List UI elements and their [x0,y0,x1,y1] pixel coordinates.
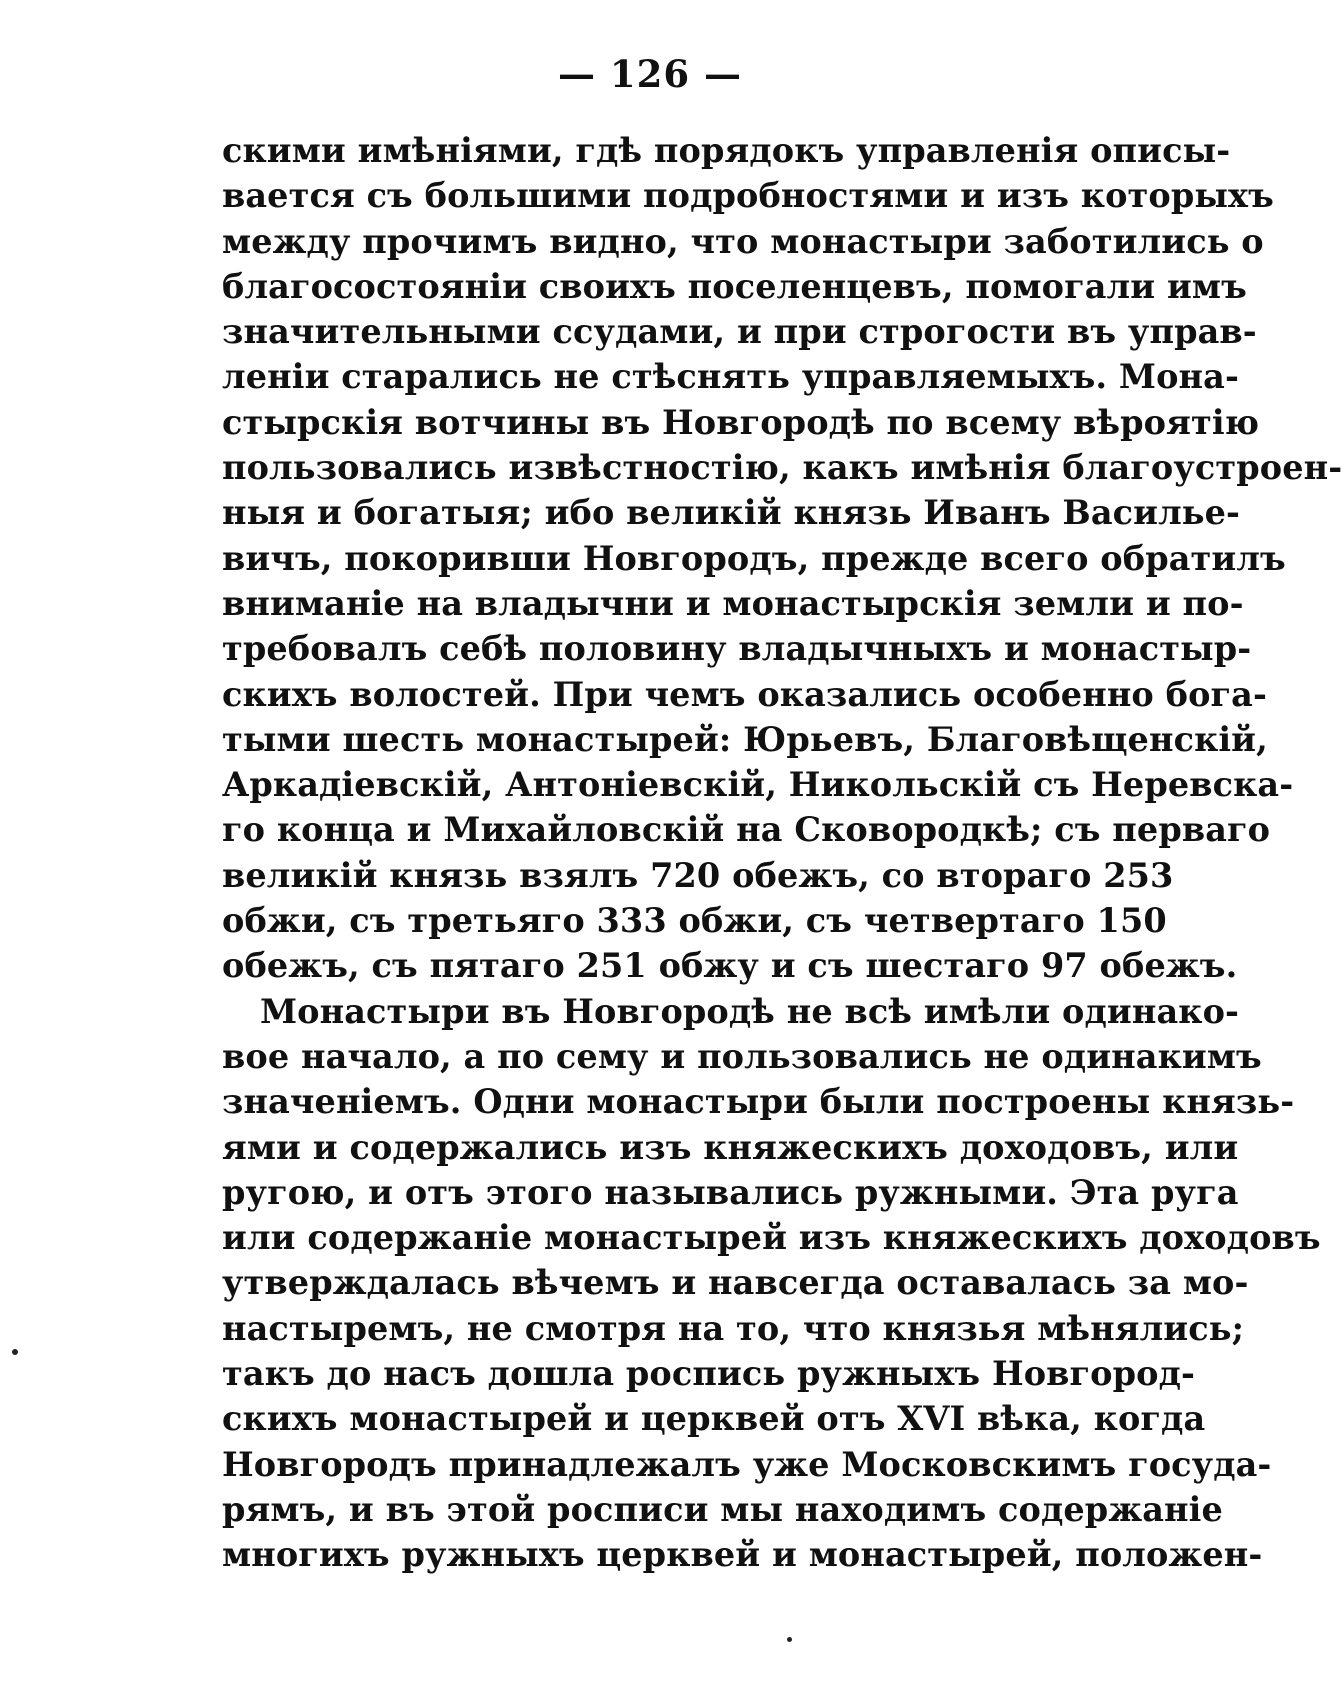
text-line: стырскія вотчины въ Новгородѣ по всему вѣроятію [222,402,1260,442]
text-line: значительными ссудами, и при строгости въ управ- [222,312,1257,352]
text-line: леніи старались не стѣснять управляемыхъ. Мона- [222,357,1239,397]
text-line: Монастыри въ Новгородѣ не всѣ имѣли одинако- [260,991,1240,1031]
text-line: ругою, и отъ этого назывались ружными. Эта руга [222,1172,1239,1212]
text-line: настыремъ, не смотря на то, что князья мѣнялись; [222,1308,1245,1348]
text-line: го конца и Михайловскій на Сковородкѣ; съ перваго [222,810,1271,850]
text-line: рямъ, и въ этой росписи мы находимъ содержаніе [222,1489,1223,1529]
text-line: требовалъ себѣ половину владычныхъ и монастыр- [222,629,1252,669]
text-line: обжи, съ третьяго 333 обжи, съ четвертаго 150 [222,901,1167,941]
text-line: Аркадіевскій, Антоніевскій, Никольскій съ Неревска- [222,765,1294,805]
text-line: ями и содержались изъ княжескихъ доходовъ, или [222,1127,1239,1167]
text-line: между прочимъ видно, что монастыри заботились о [222,221,1264,261]
text-line: многихъ ружныхъ церквей и монастырей, положен- [222,1535,1263,1575]
print-speck [12,1349,18,1355]
text-line: тыми шесть монастырей: Юрьевъ, Благовѣщенскій, [222,719,1268,759]
text-line: вниманіе на владычни и монастырскія земли и по- [222,583,1244,623]
text-line: ныя и богатыя; ибо великій князь Иванъ Василье- [222,493,1241,533]
text-line: скихъ волостей. При чемъ оказались особенно бога- [222,674,1267,714]
text-line: вается съ большими подробностями и изъ которыхъ [222,176,1274,216]
text-line: вичъ, покоривши Новгородъ, прежде всего обратилъ [222,538,1286,578]
text-line: скихъ монастырей и церквей отъ XVI вѣка, когда [222,1399,1206,1439]
text-line: утверждалась вѣчемъ и навсегда оставалась за мо- [222,1263,1249,1303]
text-line: значеніемъ. Одни монастыри были построены князь- [222,1082,1295,1122]
print-speck [787,1637,792,1642]
text-line: скими имѣніями, гдѣ порядокъ управленія описы- [222,131,1231,170]
text-line: благосостояніи своихъ поселенцевъ, помогали имъ [222,266,1247,306]
text-line: вое начало, а по сему и пользовались не одинакимъ [222,1036,1262,1076]
text-line: пользовались извѣстностію, какъ имѣнія благоустроен- [222,448,1342,488]
body-text [222,128,1342,1578]
text-line: обежъ, съ пятаго 251 обжу и съ шестаго 97 обежъ. [222,946,1238,986]
text-line: великій князь взялъ 720 обежъ, со втораго 253 [222,855,1174,895]
text-line: Новгородъ принадлежалъ уже Московскимъ госуда- [222,1444,1272,1484]
text-line: такъ до насъ дошла роспись ружныхъ Новгород- [222,1354,1196,1394]
page-number: — 126 — [558,52,742,96]
text-line: или содержаніе монастырей изъ княжескихъ доходовъ [222,1218,1321,1258]
